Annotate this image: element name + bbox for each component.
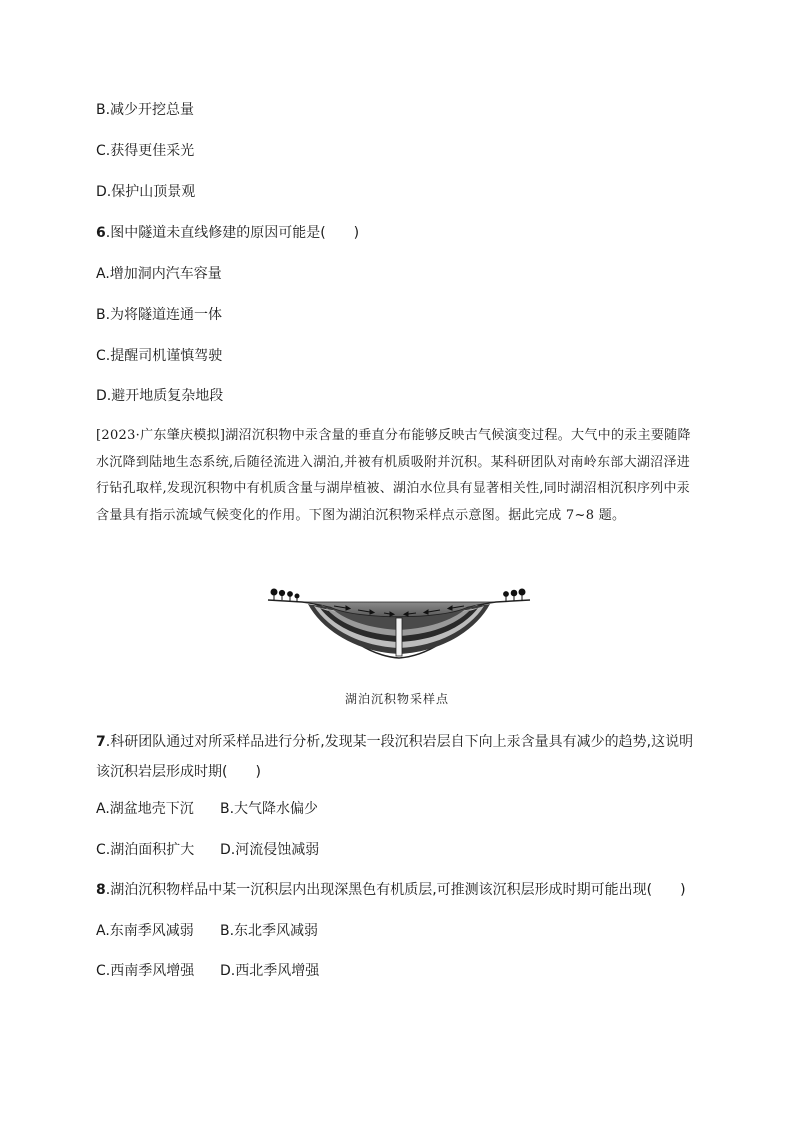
q8-options-row-1 [96,921,319,941]
q7-option-a: A.湖盆地壳下沉 [96,801,194,817]
q8-stem [96,880,686,900]
q6-option-b: B.为将隧道连通一体 [96,307,223,323]
q7-option-d: D.河流侵蚀减弱 [220,842,320,858]
q6-option-c: C.提醒司机谨慎驾驶 [96,348,223,364]
lake-sediment-diagram [262,586,536,666]
q8-number: 8 [96,882,106,898]
q5-option-d: D.保护山顶景观 [96,184,196,200]
q8-stem-text: .湖泊沉积物样品中某一沉积层内出现深黑色有机质层,可推测该沉积层形成时期可能出现( ) [105,882,686,898]
q8-option-c: C.西南季风增强 [96,963,195,979]
q8-option-a: A.东南季风减弱 [96,923,194,939]
q6-stem [96,223,359,243]
q6-option-d: D.避开地质复杂地段 [96,388,224,404]
q8-options-row-2 [96,961,320,981]
q6-number: 6 [96,225,106,241]
q5-option-b: B.减少开挖总量 [96,102,195,118]
passage: [2023·广东肇庆模拟]湖沼沉积物中汞含量的垂直分布能够反映古气候演变过程。大气中的汞主要随降水沉降到陆地生态系统,后随径流进入湖泊,并被有机质吸附并沉积。某科研团队对南岭东部大湖沼泽进行钻孔取样,发现沉积物中有机质含量与湖岸植被、湖泊水位具有显著相关性,同时湖沼相沉积序列中汞含量具有指示流域气候变化的作用。下图为湖泊沉积物采样点示意图。据此完成 7~8 题。 [96,428,691,523]
figure-caption: 湖泊沉积物采样点 [344,692,449,706]
q8-option-d: D.西北季风增强 [220,963,320,979]
q7-number: 7 [96,734,106,750]
q7-stem-text: .科研团队通过对所采样品进行分析,发现某一段沉积岩层自下向上汞含量具有减少的趋势,这说明该沉积岩层形成时期( ) [96,734,694,780]
q8-option-b: B.东北季风减弱 [220,923,319,939]
q5-option-c: C.获得更佳采光 [96,143,195,159]
q7-option-b: B.大气降水偏少 [220,801,319,817]
q7-stem [96,727,696,787]
q7-options-row-2 [96,840,320,860]
q7-options-row-1 [96,799,319,819]
q6-stem-text: .图中隧道未直线修建的原因可能是( ) [105,225,360,241]
q6-option-a: A.增加洞内汽车容量 [96,266,222,282]
q7-option-c: C.湖泊面积扩大 [96,842,195,858]
